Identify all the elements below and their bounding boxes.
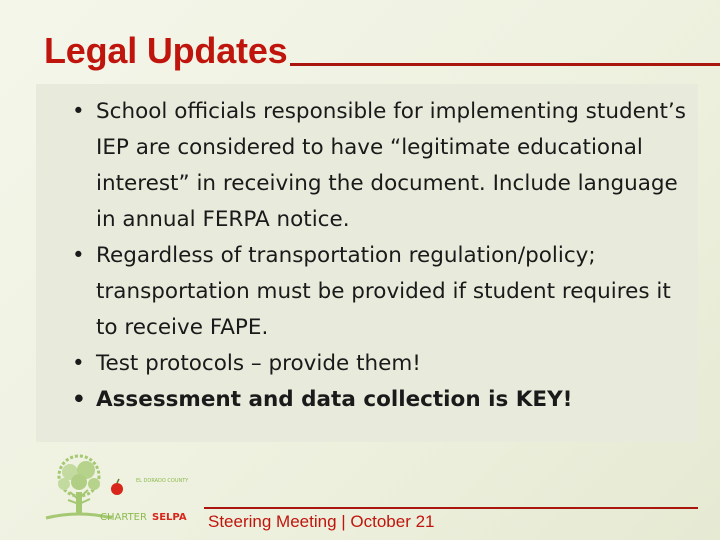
bullet-icon: • <box>72 99 85 124</box>
bullet-text: Assessment and data collection is KEY! <box>96 387 573 412</box>
charter-selpa-logo <box>40 452 190 532</box>
footer-text: Steering Meeting | October 21 <box>208 512 435 531</box>
logo-name-part1: CHARTER <box>100 512 147 523</box>
bullet-text: School officials responsible for implementing student’s IEP are considered to have “legitimate educational interest” in receiving the document. Include language in annual FERPA notice. <box>96 99 686 232</box>
bullet-icon: • <box>72 243 85 268</box>
bullet-text: Test protocols – provide them! <box>96 351 421 376</box>
tree-icon <box>46 456 112 518</box>
footer-rule <box>204 507 698 509</box>
bullet-item <box>72 238 692 346</box>
apple-icon <box>111 479 123 495</box>
logo-county-text: EL DORADO COUNTY <box>136 478 189 484</box>
bullet-item <box>72 94 692 238</box>
bullet-item <box>72 346 692 382</box>
logo-name-part2: SELPA <box>152 512 187 523</box>
bullet-item <box>72 382 692 418</box>
slide-title: Legal Updates <box>44 30 288 71</box>
bullet-text: Regardless of transportation regulation/policy; transportation must be provided if student requires it to receive FAPE. <box>96 243 671 340</box>
bullet-icon: • <box>72 387 86 412</box>
title-underline <box>290 63 720 66</box>
bullet-icon: • <box>72 351 85 376</box>
bullet-list <box>72 94 692 418</box>
